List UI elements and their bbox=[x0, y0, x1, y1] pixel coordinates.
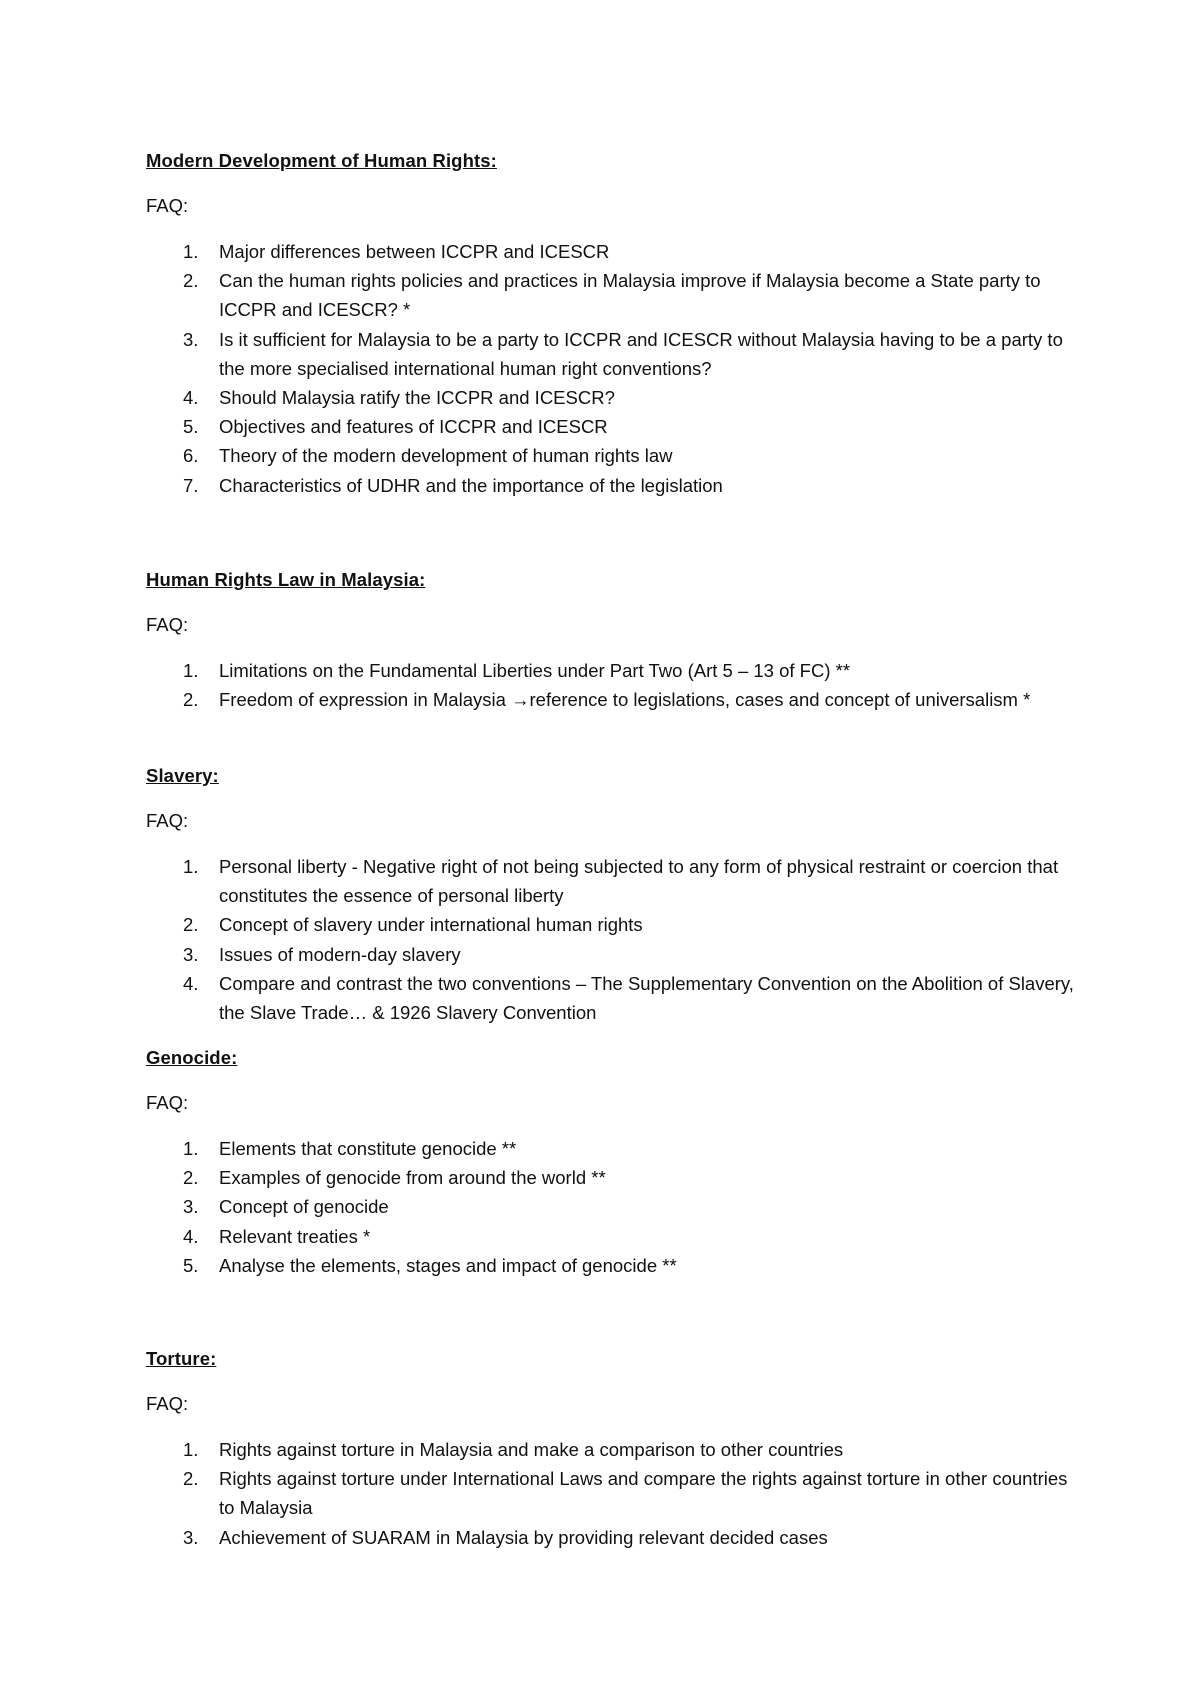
faq-list bbox=[146, 852, 1086, 1027]
item-text: Objectives and features of ICCPR and ICESCR bbox=[219, 416, 608, 438]
item-text: Analyse the elements, stages and impact of genocide ** bbox=[219, 1254, 677, 1276]
faq-label: FAQ: bbox=[146, 195, 189, 216]
list-item bbox=[146, 940, 1086, 969]
faq-list bbox=[146, 1435, 1086, 1552]
item-text: Issues of modern-day slavery bbox=[219, 943, 461, 965]
item-text: Can the human rights policies and practices in Malaysia improve if Malaysia become a State party to ICCPR and ICESCR? * bbox=[219, 270, 1041, 321]
list-item bbox=[146, 412, 1086, 441]
faq-label: FAQ: bbox=[146, 810, 189, 831]
list-item bbox=[146, 266, 1086, 324]
faq-label: FAQ: bbox=[146, 1092, 189, 1113]
item-number: 4. bbox=[183, 387, 199, 409]
item-text: Theory of the modern development of human rights law bbox=[219, 445, 673, 467]
item-number: 5. bbox=[183, 1254, 199, 1276]
item-number: 1. bbox=[183, 1138, 199, 1159]
item-number: 4. bbox=[183, 1225, 199, 1247]
faq-label: FAQ: bbox=[146, 1393, 189, 1414]
item-number: 2. bbox=[183, 1468, 199, 1490]
item-number: 5. bbox=[183, 416, 199, 438]
list-item bbox=[146, 1192, 1086, 1221]
item-text: Concept of genocide bbox=[219, 1196, 389, 1218]
item-number: 3. bbox=[183, 1196, 199, 1218]
item-number: 2. bbox=[183, 270, 199, 292]
section-human-rights-malaysia bbox=[146, 568, 1086, 714]
section-heading: Slavery: bbox=[146, 765, 219, 786]
list-item bbox=[146, 1134, 1086, 1163]
item-text: Achievement of SUARAM in Malaysia by providing relevant decided cases bbox=[219, 1526, 828, 1548]
item-number: 3. bbox=[183, 328, 199, 350]
section-torture bbox=[146, 1347, 1086, 1552]
item-text: Relevant treaties * bbox=[219, 1225, 371, 1247]
list-item bbox=[146, 237, 1086, 266]
faq-list bbox=[146, 656, 1086, 714]
list-item bbox=[146, 1464, 1086, 1522]
section-genocide bbox=[146, 1046, 1086, 1280]
item-text: Elements that constitute genocide ** bbox=[219, 1138, 517, 1159]
list-item bbox=[146, 852, 1086, 910]
item-text: Rights against torture in Malaysia and make a comparison to other countries bbox=[219, 1439, 844, 1460]
item-number: 3. bbox=[183, 1526, 199, 1548]
list-item bbox=[146, 383, 1086, 412]
item-number: 1. bbox=[183, 660, 199, 681]
section-heading: Modern Development of Human Rights: bbox=[146, 150, 497, 171]
faq-list bbox=[146, 1134, 1086, 1280]
item-number: 4. bbox=[183, 972, 199, 994]
list-item bbox=[146, 1523, 1086, 1552]
section-modern-development bbox=[146, 149, 1086, 500]
list-item bbox=[146, 1251, 1086, 1280]
list-item bbox=[146, 1435, 1086, 1464]
list-item bbox=[146, 685, 1086, 714]
list-item bbox=[146, 1222, 1086, 1251]
list-item bbox=[146, 325, 1086, 383]
list-item bbox=[146, 441, 1086, 470]
list-item bbox=[146, 910, 1086, 939]
section-heading: Human Rights Law in Malaysia: bbox=[146, 569, 426, 590]
item-text: Rights against torture under International Laws and compare the rights against torture in other countries to Malaysia bbox=[219, 1468, 1068, 1519]
item-number: 2. bbox=[183, 689, 199, 711]
faq-label: FAQ: bbox=[146, 614, 189, 635]
item-number: 1. bbox=[183, 1439, 199, 1460]
list-item bbox=[146, 471, 1086, 500]
item-number: 1. bbox=[183, 241, 199, 262]
item-text: Examples of genocide from around the world ** bbox=[219, 1167, 606, 1189]
item-number: 3. bbox=[183, 943, 199, 965]
item-text: Is it sufficient for Malaysia to be a party to ICCPR and ICESCR without Malaysia having to be a party to the more specialised international human right conventions? bbox=[219, 328, 1063, 379]
item-number: 2. bbox=[183, 1167, 199, 1189]
item-text: Limitations on the Fundamental Liberties under Part Two (Art 5 – 13 of FC) ** bbox=[219, 660, 851, 681]
section-heading: Genocide: bbox=[146, 1047, 238, 1068]
faq-list bbox=[146, 237, 1086, 500]
item-text: Should Malaysia ratify the ICCPR and ICESCR? bbox=[219, 387, 615, 409]
item-text: Personal liberty - Negative right of not being subjected to any form of physical restraint or coercion that constitutes the essence of personal liberty bbox=[219, 856, 1059, 907]
item-text: Freedom of expression in Malaysia →reference to legislations, cases and concept of universalism * bbox=[219, 689, 1031, 711]
item-text: Major differences between ICCPR and ICESCR bbox=[219, 241, 610, 262]
item-text: Concept of slavery under international human rights bbox=[219, 914, 643, 936]
list-item bbox=[146, 1163, 1086, 1192]
item-text: Compare and contrast the two conventions – The Supplementary Convention on the Abolition of Slavery, the Slave Trade… & 1926 Slavery Convention bbox=[219, 972, 1074, 1024]
list-item bbox=[146, 969, 1086, 1027]
item-number: 6. bbox=[183, 445, 199, 467]
section-heading: Torture: bbox=[146, 1348, 217, 1369]
item-text: Characteristics of UDHR and the importance of the legislation bbox=[219, 474, 723, 496]
list-item bbox=[146, 656, 1086, 685]
item-number: 7. bbox=[183, 474, 199, 496]
item-number: 1. bbox=[183, 856, 199, 877]
section-slavery bbox=[146, 764, 1086, 1027]
item-number: 2. bbox=[183, 914, 199, 936]
